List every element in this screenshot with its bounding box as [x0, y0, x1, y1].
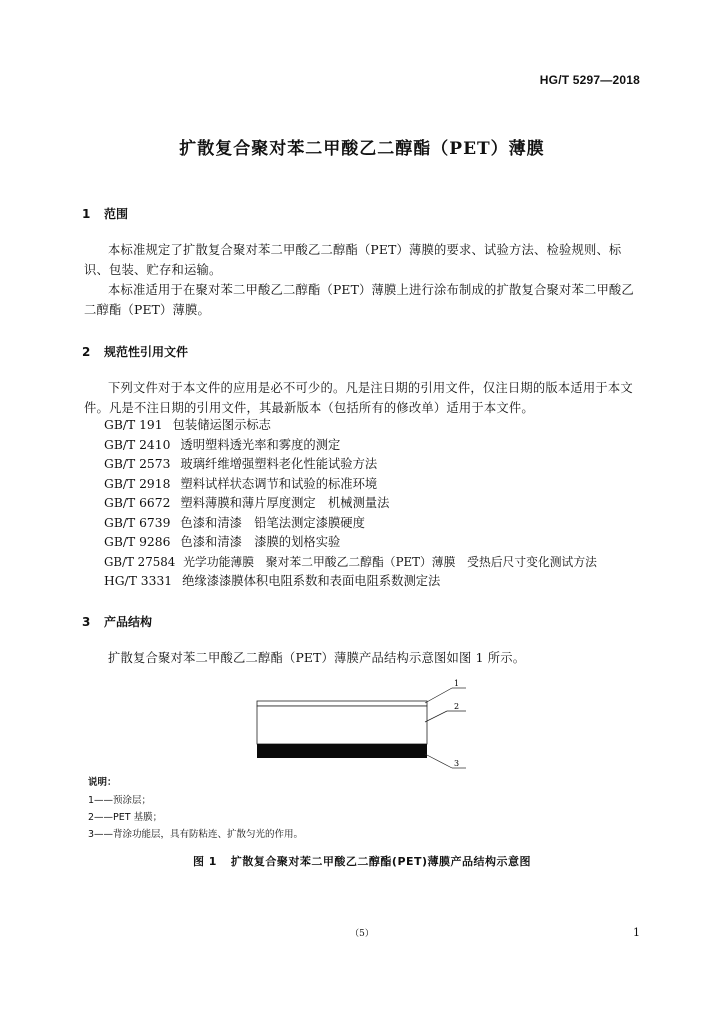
- paragraph-text: 本标准规定了扩散复合聚对苯二甲酸乙二醇酯（PET）薄膜的要求、试验方法、检验规则、标识、包装、贮存和运输。: [84, 243, 622, 277]
- figure-label: 图 1: [192, 855, 217, 868]
- reference-title: 绝缘漆漆膜体积电阻系数和表面电阻系数测定法: [182, 574, 441, 588]
- reference-item: [104, 475, 377, 495]
- reference-item: [104, 436, 340, 456]
- reference-code: HG/T 3331: [104, 574, 173, 588]
- reference-title: 透明塑料透光率和雾度的测定: [180, 437, 341, 452]
- standard-number: HG/T 5297—2018: [539, 73, 640, 87]
- section-title: 规范性引用文件: [104, 345, 189, 359]
- callout-label-2: 2: [454, 702, 460, 711]
- section-number: 2: [82, 345, 91, 359]
- reference-item: [104, 553, 597, 573]
- legend-item: 1——预涂层；: [88, 795, 152, 806]
- reference-title: 色漆和清漆 漆膜的划格实验: [180, 535, 341, 549]
- legend-item: 2——PET 基膜；: [88, 812, 163, 823]
- section-2-paragraph-1: [84, 378, 640, 418]
- callout-leader-1: [425, 688, 452, 703]
- reference-code: GB/T 6672: [104, 496, 171, 510]
- reference-title: 包装储运图示标志: [172, 418, 271, 432]
- document-title: 扩散复合聚对苯二甲酸乙二醇酯（PET）薄膜: [179, 139, 545, 159]
- reference-code: GB/T 191: [104, 418, 163, 432]
- legend-item: 3——背涂功能层，具有防粘连、扩散匀光的作用。: [88, 829, 304, 840]
- reference-title: 光学功能薄膜 聚对苯二甲酸乙二醇酯（PET）薄膜 受热后尺寸变化测试方法: [183, 554, 597, 569]
- back-coat-layer: [257, 744, 427, 758]
- callout-label-3: 3: [454, 759, 460, 768]
- legend-title: 说明：: [88, 777, 117, 788]
- reference-item: [104, 416, 271, 436]
- paragraph-text: 本标准适用于在聚对苯二甲酸乙二醇酯（PET）薄膜上进行涂布制成的扩散复合聚对苯二甲酸乙二醇酯（PET）薄膜。: [84, 283, 634, 317]
- section-1-paragraph-2: [84, 280, 640, 320]
- reference-code: GB/T 2410: [104, 437, 171, 452]
- section-3-heading: [82, 613, 152, 630]
- section-number: 3: [82, 615, 91, 629]
- reference-item: [104, 533, 340, 553]
- reference-title: 玻璃纤维增强塑料老化性能试验方法: [180, 457, 378, 471]
- section-title: 范围: [104, 207, 129, 221]
- reference-code: GB/T 2573: [104, 457, 171, 471]
- reference-item: [104, 572, 440, 592]
- callout-leader-3: [425, 754, 452, 768]
- precoat-layer: [257, 701, 427, 706]
- reference-code: GB/T 9286: [104, 535, 171, 549]
- section-number: 1: [82, 207, 91, 221]
- section-3-paragraph-1: [84, 648, 640, 668]
- section-2-heading: [82, 343, 188, 360]
- figure-caption: [0, 853, 724, 869]
- reference-code: GB/T 2918: [104, 476, 171, 491]
- reference-title: 塑料试样状态调节和试验的标准环境: [180, 476, 378, 491]
- reference-code: GB/T 6739: [104, 515, 171, 530]
- reference-item: [104, 514, 365, 534]
- page-number: 1: [633, 926, 640, 939]
- callout-leader-2: [425, 711, 447, 722]
- section-1-paragraph-1: [84, 240, 640, 280]
- paragraph-text: 扩散复合聚对苯二甲酸乙二醇酯（PET）薄膜产品结构示意图如图 1 所示。: [108, 651, 526, 665]
- reference-code: GB/T 27584: [104, 554, 176, 569]
- figure-caption-text: 扩散复合聚对苯二甲酸乙二醇酯(PET)薄膜产品结构示意图: [230, 855, 532, 868]
- section-1-heading: [82, 205, 128, 222]
- paragraph-text: 下列文件对于本文件的应用是必不可少的。凡是注日期的引用文件，仅注日期的版本适用于本文件。凡是不注日期的引用文件，其最新版本（包括所有的修改单）适用于本文件。: [84, 381, 633, 415]
- page-note: （5）: [350, 929, 374, 939]
- reference-item: [104, 494, 389, 514]
- film-structure-diagram: [240, 676, 480, 776]
- reference-title: 塑料薄膜和薄片厚度测定 机械测量法: [180, 496, 390, 510]
- pet-base-film-layer: [257, 706, 427, 744]
- reference-item: [104, 455, 377, 475]
- section-title: 产品结构: [104, 615, 153, 629]
- callout-label-1: 1: [454, 679, 460, 688]
- reference-title: 色漆和清漆 铅笔法测定漆膜硬度: [180, 515, 365, 530]
